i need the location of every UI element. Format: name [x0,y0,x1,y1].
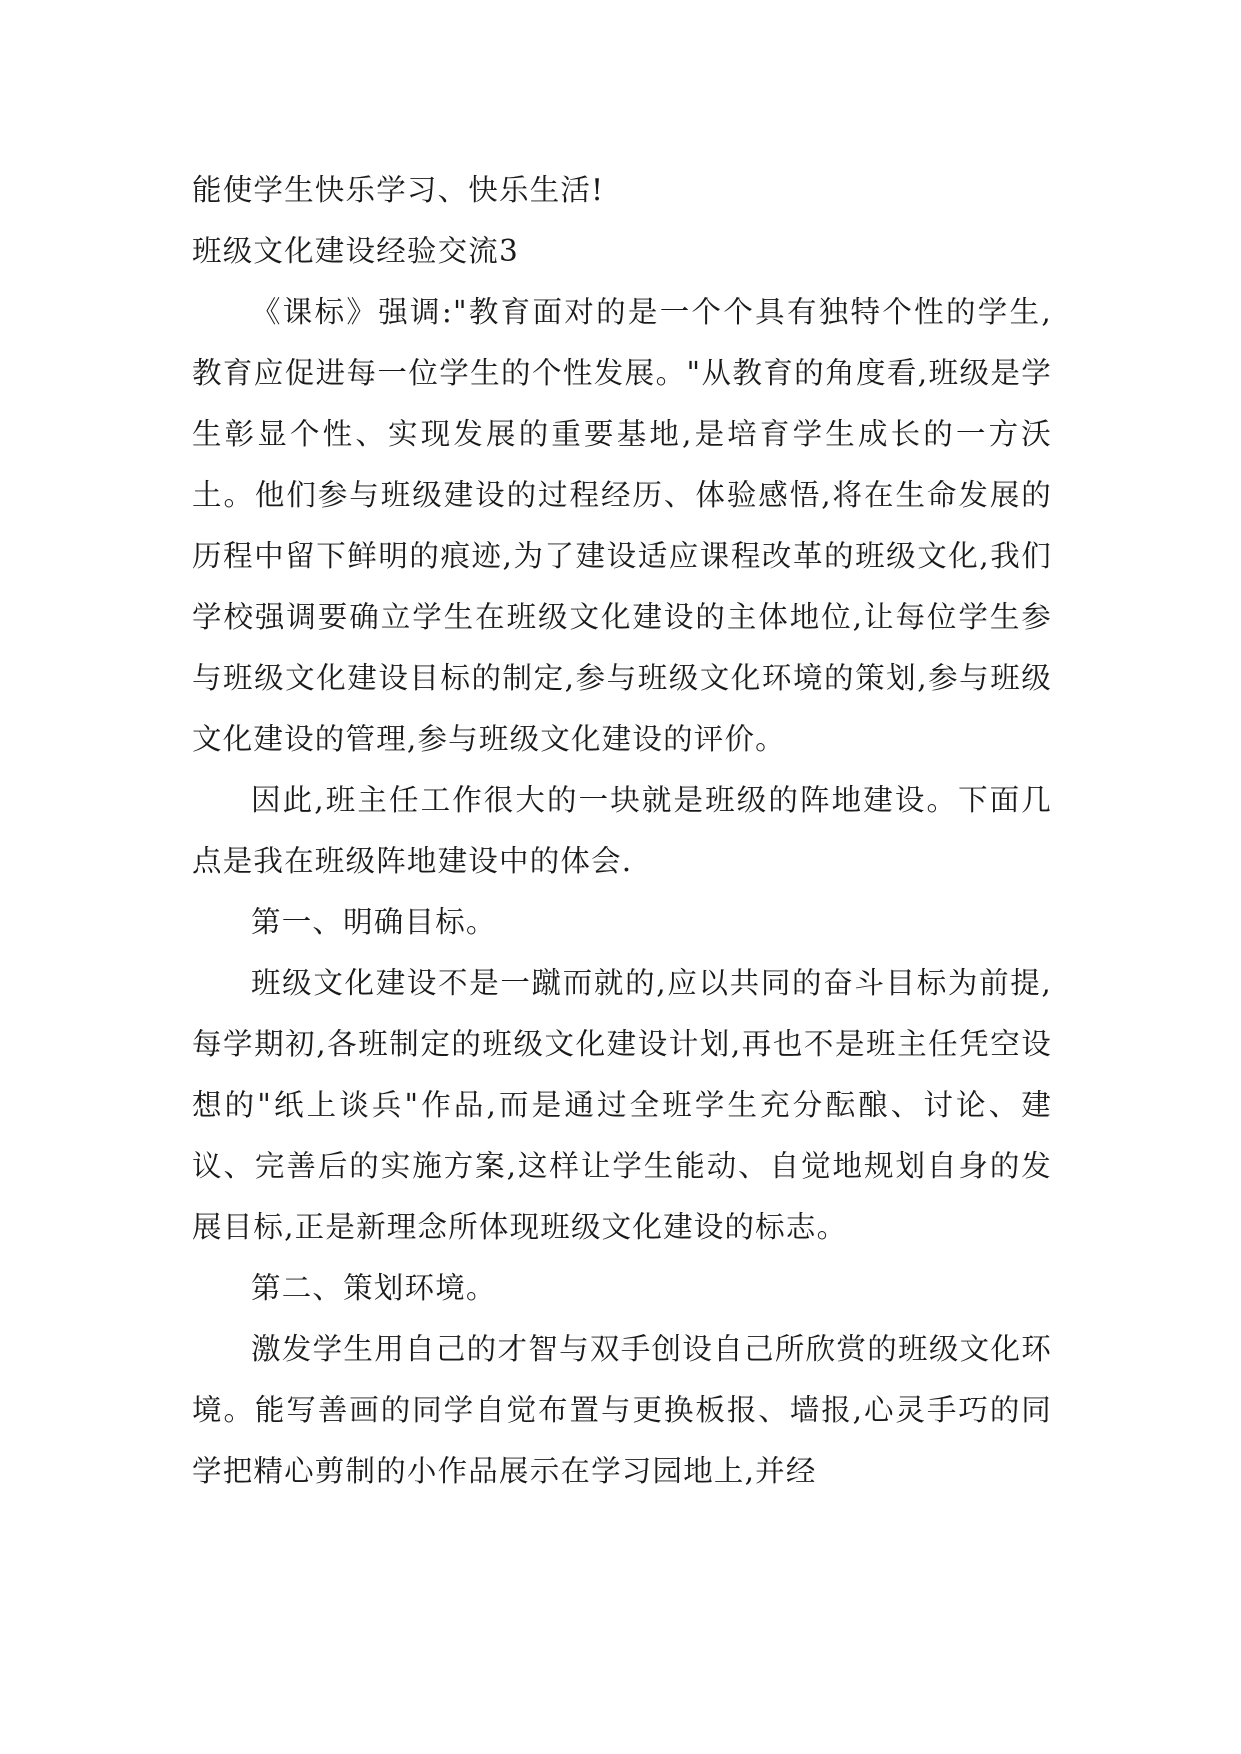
paragraph-curriculum: 《课标》强调:"教育面对的是一个个具有独特个性的学生,教育应促进每一位学生的个性发展。"从教育的角度看,班级是学生彰显个性、实现发展的重要基地,是培育学生成长的一方沃土。他们参与班级建设的过程经历、体验感悟,将在生命发展的历程中留下鲜明的痕迹,为了建设适应课程改革的班级文化,我们学校强调要确立学生在班级文化建设的主体地位,让每位学生参与班级文化建设目标的制定,参与班级文化环境的策划,参与班级文化建设的管理,参与班级文化建设的评价。 [192,295,1052,756]
point-two-heading: 第二、策划环境。 [251,1271,497,1305]
paragraph-environment: 激发学生用自己的才智与双手创设自己所欣赏的班级文化环境。能写善画的同学自觉布置与更换板报、墙报,心灵手巧的同学把精心剪制的小作品展示在学习园地上,并经 [192,1332,1052,1488]
section-heading: 班级文化建设经验交流3 [192,234,519,268]
point-one-heading: 第一、明确目标。 [251,905,497,939]
paragraph-continuation: 能使学生快乐学习、快乐生活! [192,173,605,207]
paragraph-class-construction: 因此,班主任工作很大的一块就是班级的阵地建设。下面几点是我在班级阵地建设中的体会. [192,783,1052,878]
document-body [192,160,1052,1502]
paragraph-goals: 班级文化建设不是一蹴而就的,应以共同的奋斗目标为前提,每学期初,各班制定的班级文化建设计划,再也不是班主任凭空设想的"纸上谈兵"作品,而是通过全班学生充分酝酿、讨论、建议、完善后的实施方案,这样让学生能动、自觉地规划自身的发展目标,正是新理念所体现班级文化建设的标志。 [192,966,1052,1244]
